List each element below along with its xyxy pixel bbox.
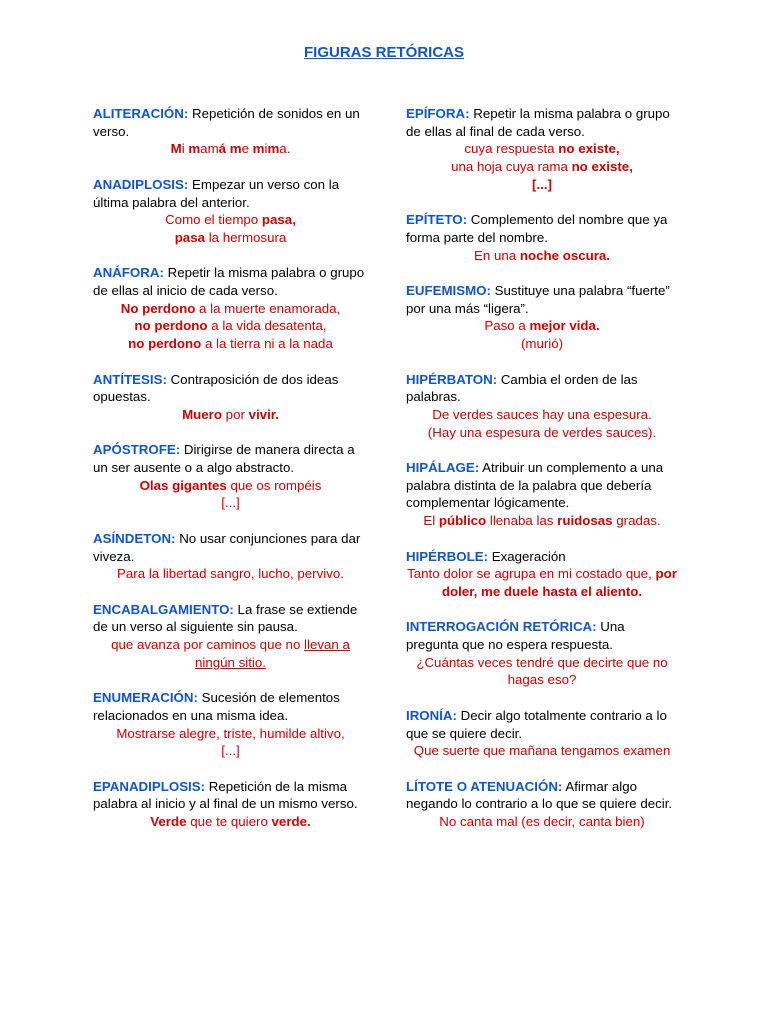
example-highlight: vivir. <box>248 406 279 422</box>
example-text: am <box>200 141 219 157</box>
figure-term: ASÍNDETON: <box>93 530 176 546</box>
figure-description: La frase se extiende de un verso al siguiente sin pausa. <box>93 601 358 635</box>
example-highlight: no perdono <box>128 336 202 352</box>
figure-entry <box>93 176 368 247</box>
example-highlight: M <box>170 141 182 157</box>
figure-term: IRONÍA: <box>406 707 457 723</box>
figure-entry <box>406 548 678 601</box>
figure-example-line <box>406 654 678 689</box>
figure-term: APÓSTROFE: <box>93 442 181 458</box>
figure-term: ANADIPLOSIS: <box>93 176 189 192</box>
example-highlight: noche oscura. <box>519 247 610 263</box>
example-text: i <box>264 141 268 157</box>
example-text: llevan a ningún sitio. <box>195 637 350 670</box>
figure-definition <box>406 548 678 566</box>
figure-example-line <box>93 335 368 353</box>
figure-term: ANTÍTESIS: <box>93 371 167 387</box>
figure-example-line <box>93 477 368 495</box>
figure-example-line <box>93 211 368 229</box>
figure-definition <box>93 105 368 140</box>
example-text: Que suerte que mañana tengamos examen <box>413 743 671 759</box>
example-text: i <box>181 141 189 157</box>
figure-example-line <box>406 406 678 424</box>
figure-term: ALITERACIÓN: <box>93 106 189 121</box>
example-text: e <box>241 141 253 157</box>
figure-description: Sucesión de elementos relacionados en una misma idea. <box>93 690 340 723</box>
figure-definition <box>93 689 368 724</box>
figure-definition <box>93 176 368 211</box>
figure-entry <box>93 264 368 353</box>
example-text: Tanto dolor se agrupa en mi costado que, <box>407 566 656 582</box>
example-highlight: m <box>267 141 280 157</box>
figure-term: EPÍFORA: <box>406 106 470 121</box>
example-text: llenaba las <box>486 513 558 529</box>
example-highlight: [...] <box>532 176 552 192</box>
figure-definition <box>406 211 678 246</box>
figure-description: Decir algo totalmente contrario a lo que se quiere decir. <box>406 707 667 741</box>
figure-example-line <box>406 813 678 831</box>
example-text: ¿Cuántas veces tendré que decirte que no hagas eso? <box>416 654 668 688</box>
figure-definition <box>93 530 368 565</box>
figure-entry <box>93 778 368 831</box>
figure-definition <box>406 618 678 653</box>
example-highlight: Olas gigantes <box>139 477 227 493</box>
figure-entry <box>406 282 678 353</box>
figure-entry <box>406 105 678 194</box>
figure-example-line <box>406 158 678 176</box>
figure-description: Atribuir un complemento a una palabra distinta de la palabra que debería complementar lógicamente. <box>406 460 664 511</box>
example-highlight: no existe, <box>558 141 620 157</box>
example-highlight: Verde <box>150 814 187 829</box>
figure-example-line <box>406 565 678 600</box>
figure-definition <box>406 105 678 140</box>
figure-example-line <box>93 725 368 743</box>
figure-example-line <box>93 300 368 318</box>
example-text: cuya respuesta <box>464 141 559 157</box>
figure-entry <box>406 618 678 689</box>
figure-description: Afirmar algo negando lo contrario a lo que se quiere decir. <box>406 778 673 812</box>
figure-definition <box>406 459 678 512</box>
figure-term: EPÍTETO: <box>406 212 468 228</box>
example-highlight: No perdono <box>120 300 196 316</box>
figure-term: ENUMERACIÓN: <box>93 690 198 706</box>
example-text: [...] <box>221 495 240 511</box>
figure-description: Exageración <box>488 548 566 564</box>
figure-entry <box>93 441 368 512</box>
figure-example-line <box>93 317 368 335</box>
example-text: En una <box>474 247 520 263</box>
figure-definition <box>93 264 368 299</box>
figure-term: INTERROGACIÓN RETÓRICA: <box>406 619 597 635</box>
figure-definition <box>93 601 368 636</box>
figure-example-line <box>93 494 368 512</box>
figure-definition <box>406 778 678 813</box>
example-highlight: pasa <box>174 229 205 245</box>
figure-description: Una pregunta que no espera respuesta. <box>406 619 625 652</box>
example-text: que te quiero <box>186 814 272 829</box>
figure-example-line <box>93 742 368 760</box>
example-highlight: mejor vida. <box>529 318 600 334</box>
figure-example-line <box>406 140 678 158</box>
example-highlight: Muero <box>182 406 222 422</box>
example-text: [...] <box>221 743 240 759</box>
figure-example-line <box>406 742 678 760</box>
figure-example-line <box>406 424 678 442</box>
figure-definition <box>93 778 368 813</box>
figure-description: Repetir la misma palabra o grupo de ellas al inicio de cada verso. <box>93 265 365 298</box>
example-text: Mostrarse alegre, triste, humilde altivo, <box>116 725 345 741</box>
figure-description: Repetir la misma palabra o grupo de ellas al final de cada verso. <box>406 106 670 139</box>
figure-term: HIPÁLAGE: <box>406 460 480 475</box>
example-text: (Hay una espesura de verdes sauces). <box>427 424 657 440</box>
right-column <box>406 105 678 848</box>
figure-entry <box>93 105 368 158</box>
example-text: una hoja cuya rama <box>451 159 572 175</box>
figure-example-line <box>406 176 678 194</box>
figure-example-line <box>93 636 368 671</box>
example-text: a la vida desatenta, <box>207 318 327 334</box>
example-highlight: verde. <box>271 814 311 829</box>
figure-definition <box>406 282 678 317</box>
figure-definition <box>93 441 368 476</box>
example-text: que avanza por caminos que no <box>111 637 305 652</box>
figure-entry <box>93 601 368 672</box>
example-highlight: m <box>252 141 265 157</box>
example-text: Paso a <box>484 318 530 334</box>
page-title: FIGURAS RETÓRICAS <box>303 44 464 61</box>
example-text: (murió) <box>520 336 564 352</box>
example-text: que os rompéis <box>226 477 322 493</box>
figure-term: HIPÉRBOLE: <box>406 548 489 564</box>
figure-description: Sustituye una palabra “fuerte” por una más “ligera”. <box>406 283 670 316</box>
example-text: a. <box>279 141 291 157</box>
example-text: El <box>423 513 439 529</box>
example-text: a la muerte enamorada, <box>195 300 341 316</box>
figure-entry <box>406 459 678 530</box>
figure-entry <box>406 371 678 442</box>
figure-term: ENCABALGAMIENTO: <box>93 601 234 617</box>
example-text: No canta mal (es decir, canta bien) <box>439 814 645 829</box>
example-highlight: público <box>438 513 487 529</box>
figure-example-line <box>406 317 678 335</box>
figure-example-line <box>406 247 678 265</box>
figure-description: No usar conjunciones para dar viveza. <box>93 530 361 564</box>
figure-entry <box>406 707 678 760</box>
figure-description: Dirigirse de manera directa a un ser ausente o a algo abstracto. <box>93 442 355 475</box>
example-text: la hermosura <box>205 229 287 245</box>
example-text: a la tierra ni a la nada <box>201 336 333 352</box>
figure-term: ANÁFORA: <box>93 265 164 281</box>
figure-description: Empezar un verso con la última palabra del anterior. <box>93 176 340 210</box>
figure-example-line <box>93 229 368 247</box>
figure-description: Cambia el orden de las palabras. <box>406 371 638 405</box>
figure-description: Complemento del nombre que ya forma parte del nombre. <box>406 212 668 245</box>
figure-example-line <box>93 813 368 831</box>
figure-description: Repetición de sonidos en un verso. <box>93 106 360 139</box>
figure-term: EPANADIPLOSIS: <box>93 778 206 794</box>
example-text: Para la libertad sangro, lucho, pervivo. <box>117 566 344 582</box>
left-column <box>93 105 368 848</box>
figure-term: EUFEMISMO: <box>406 283 491 298</box>
figure-example-line <box>93 406 368 424</box>
figure-example-line <box>93 140 368 158</box>
example-highlight: por doler, me duele hasta el aliento. <box>441 566 677 599</box>
figure-example-line <box>406 335 678 353</box>
example-highlight: m <box>188 141 201 157</box>
example-highlight: á m <box>218 141 242 157</box>
figure-term: LÍTOTE O ATENUACIÓN: <box>406 778 563 794</box>
example-text: por <box>221 406 249 422</box>
example-text: Como el tiempo <box>165 212 262 228</box>
figure-entry <box>406 778 678 831</box>
figure-example-line <box>93 565 368 583</box>
figure-definition <box>93 371 368 406</box>
figure-entry <box>93 530 368 583</box>
figure-definition <box>406 371 678 406</box>
figure-description: Contraposición de dos ideas opuestas. <box>93 371 339 405</box>
example-highlight: no perdono <box>134 318 208 334</box>
example-highlight: ruidosas <box>557 513 613 529</box>
figure-entry <box>93 689 368 760</box>
figure-entry <box>406 211 678 264</box>
example-highlight: no existe, <box>571 159 633 175</box>
figure-definition <box>406 707 678 742</box>
example-text: De verdes sauces hay una espesura. <box>432 406 652 422</box>
figure-description: Repetición de la misma palabra al inicio y al final de un mismo verso. <box>93 778 358 812</box>
figure-example-line <box>406 512 678 530</box>
figure-entry <box>93 371 368 424</box>
example-text: gradas. <box>612 513 661 529</box>
example-highlight: pasa, <box>261 212 296 228</box>
figure-term: HIPÉRBATON: <box>406 371 498 387</box>
